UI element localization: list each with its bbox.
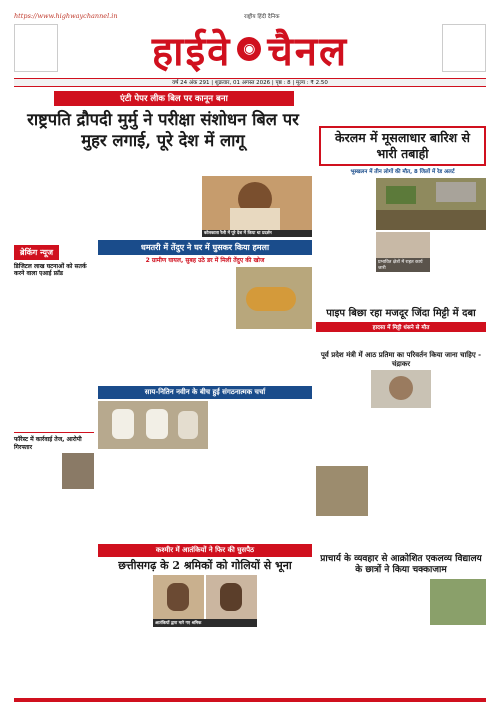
right-ear-box: [442, 24, 486, 72]
breaking-column: [14, 240, 94, 696]
side-text-col-2: [432, 232, 486, 272]
lead-headline: राष्ट्रपति द्रौपदी मुर्मु ने परीक्षा संशोधन बिल पर मुहर लगाई, पूरे देश में लागू: [27, 110, 299, 150]
politician-photo: [371, 370, 431, 408]
worker-photo-2: [206, 575, 257, 619]
lead-photo-block: [202, 176, 312, 238]
pipe-story: [316, 308, 486, 332]
masthead-title-left: हाईवे: [151, 28, 232, 75]
pipe-subhead: हादसा में मिट्टी धंसने से मौत: [316, 322, 486, 332]
left-ear-box: [14, 24, 58, 72]
top-line: [14, 8, 486, 20]
mid-story: [98, 386, 312, 503]
mid-band: साय-नितिन नवीन के बीच हुई संगठनात्मक चर्चा: [98, 386, 312, 399]
breaking-text-1: [14, 279, 94, 429]
masthead-title-right: चैनल: [267, 28, 349, 75]
newspaper-page: [14, 8, 486, 698]
worker-photo-1: [153, 575, 204, 619]
side-text-col: [319, 178, 373, 274]
logo-icon: ◉: [237, 37, 261, 61]
bottom-band: कश्मीर में आतंकियों ने फिर की घुसपैठ: [98, 544, 312, 557]
breaking-label: ब्रेकिंग न्यूज: [14, 245, 59, 260]
leopard-photo: [236, 267, 312, 329]
breaking-photo: [62, 453, 94, 489]
masthead: [14, 20, 486, 78]
dateline: वर्ष 24 अंक 291 | शुक्रवार, 01 अगस्त 2026 | पृष्ठ : 8 | मूल्य : ₹ 2.50: [14, 78, 486, 87]
leopard-band: धमतरी में तेंदुए ने घर में घुसकर किया हमला: [98, 240, 312, 255]
meeting-photo: [98, 401, 208, 449]
leopard-subband: 2 ग्रामीण घायल, सुबह उठे डर में मिली तेंदुए की खोज: [145, 257, 265, 264]
mid-right-headline: पूर्व प्रदेश मंत्री में आठ प्रतिमा का परिवर्तन किया जाना चाहिए - चंद्राकर: [320, 350, 482, 368]
saree-shape: [230, 208, 280, 230]
bottom-caption: आतंकियों द्वारा मारे गए श्रमिक: [153, 619, 257, 627]
bottom-right-headline: प्राचार्य के व्यवहार से आक्रोशित एकलव्य विद्यालय के छात्रों ने किया चक्काजाम: [320, 554, 482, 575]
bottom-right-story: [316, 554, 486, 691]
breaking-text-2: [14, 525, 94, 675]
footer-bar: [14, 698, 486, 702]
side-subhead: भूस्खलन में तीन लोगों की मौत, 8 जिलों में रेड अलर्ट: [350, 169, 455, 175]
president-photo: [202, 176, 312, 230]
mid-right-story: [316, 350, 486, 470]
breaking-item-2: फॉरेस्ट में कार्रवाई तेज, आरोपी गिरफ्तार: [14, 436, 82, 451]
lead-body: [14, 176, 312, 238]
site-url[interactable]: https://www.highwaychannel.in: [14, 12, 118, 20]
tagline: राष्ट्रीय हिंदी दैनिक: [244, 14, 280, 20]
protest-photo: [430, 579, 486, 625]
leopard-story: [98, 240, 312, 363]
lead-sub-caption: कोलकाता रैली में पूरे देश में किया था प्रदर्शन: [202, 230, 312, 237]
breaking-item-1: डिजिटल लाख घटनाओं को सतर्क करने वाला एआई फ्रॉड: [14, 263, 87, 278]
side-photo-caption: प्रभावित क्षेत्रों में राहत कार्य जारी: [376, 258, 430, 272]
side-headline: केरलम में मूसलाधार बारिश से भारी तबाही: [319, 126, 486, 166]
bottom-story: [98, 544, 312, 695]
lead-text-col-2: [108, 176, 198, 238]
lead-text-col-1: [14, 176, 104, 238]
pipe-photo: [316, 466, 368, 516]
flood-photo: [376, 178, 486, 230]
lead-kicker: एंटी पेपर लीक बिल पर कानून बना: [54, 91, 294, 106]
pipe-body: [316, 466, 486, 550]
side-story: [319, 126, 486, 274]
bottom-headline: छत्तीसगढ़ के 2 श्रमिकों को गोलियों से भूना: [118, 559, 292, 572]
side-photo-2: [376, 232, 430, 272]
pipe-headline: पाइप बिछा रहा मजदूर जिंदा मिट्टी में दबा: [326, 308, 476, 319]
